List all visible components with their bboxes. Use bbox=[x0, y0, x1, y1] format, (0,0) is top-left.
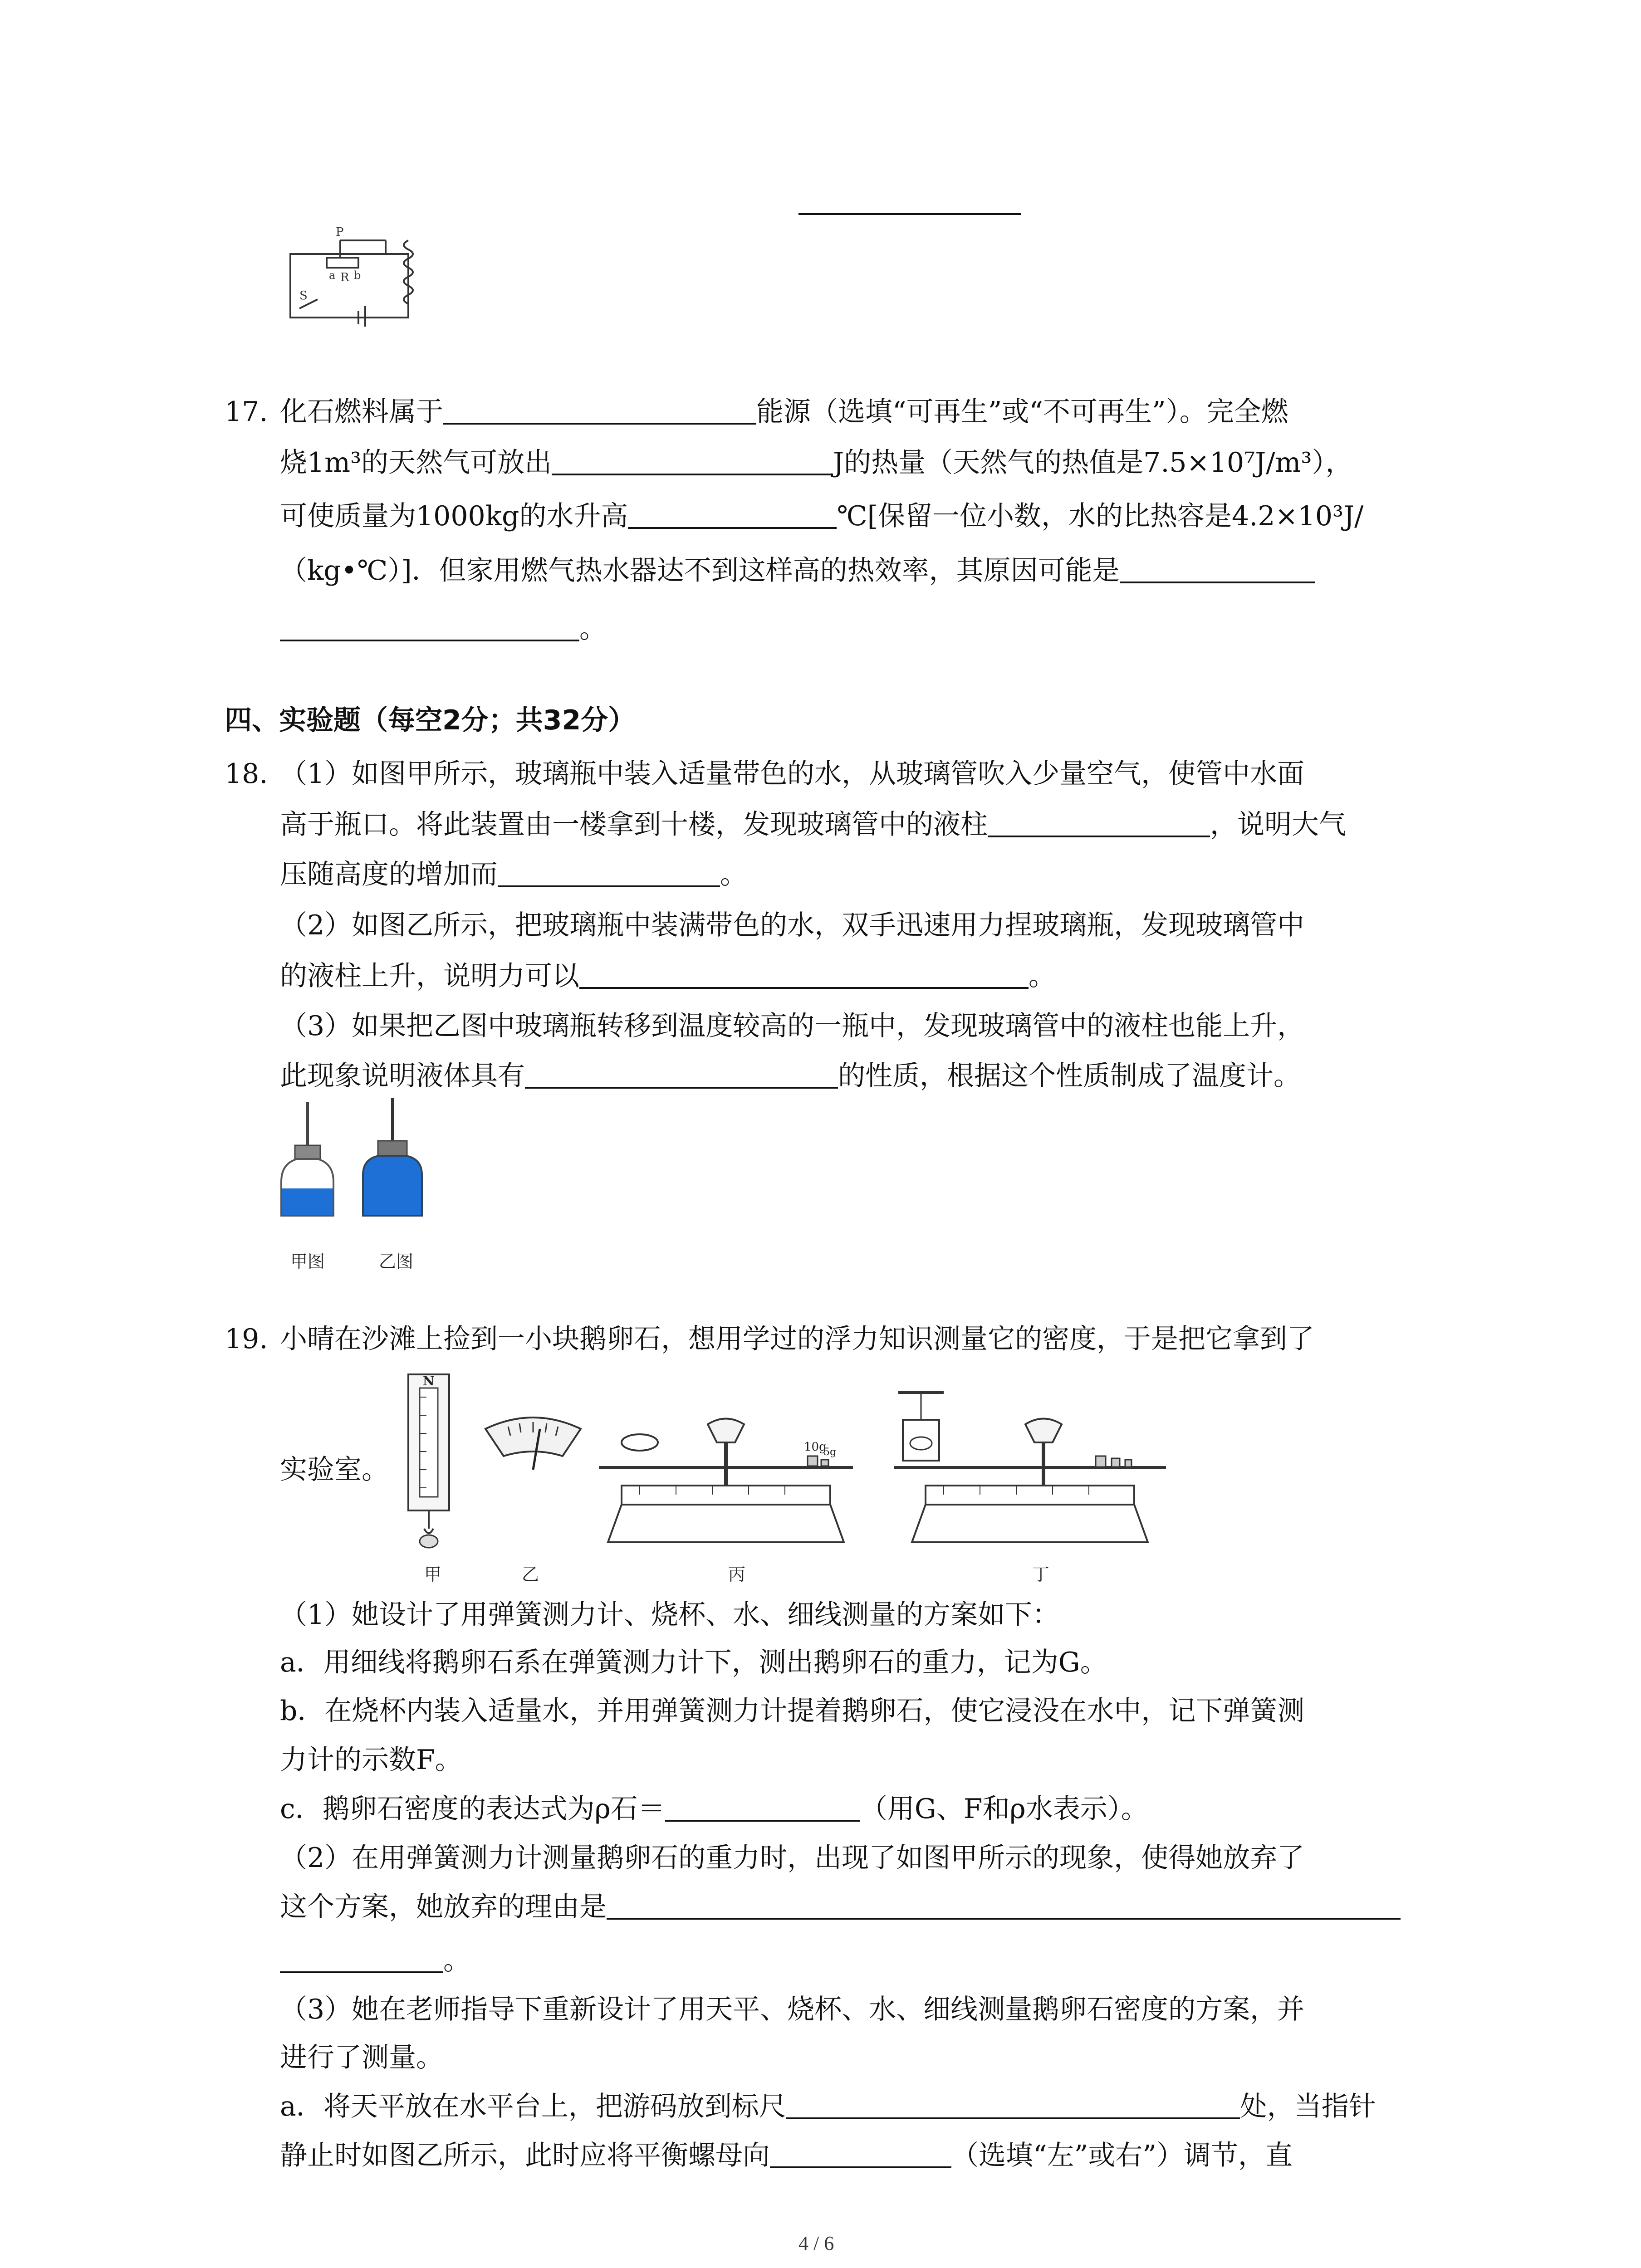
q19-line-1: 小晴在沙滩上捡到一小块鹅卵石，想用学过的浮力知识测量它的密度，于是把它拿到了 bbox=[280, 1323, 1314, 1355]
q19-line-6: 力计的示数F。 bbox=[280, 1744, 462, 1776]
q17-line-1 bbox=[280, 394, 1288, 430]
q19-line-12: 进行了测量。 bbox=[280, 2042, 443, 2073]
figcap-bing: 丙 bbox=[728, 1564, 746, 1584]
weight-5g: 5g bbox=[823, 1447, 837, 1458]
balance-pointer-figure bbox=[481, 1411, 585, 1474]
q19-blank-2b bbox=[280, 1944, 443, 1973]
q18-blank-1 bbox=[988, 808, 1210, 837]
answer-line-top bbox=[798, 213, 1021, 215]
q19-l13b: 处，当指针 bbox=[1239, 2091, 1376, 2122]
circuit-label-p: P bbox=[336, 225, 344, 239]
q18-line-2 bbox=[280, 807, 1346, 843]
q19-l7a: c．鹅卵石密度的表达式为ρ石＝ bbox=[280, 1793, 665, 1825]
spring-scale-figure bbox=[399, 1370, 458, 1551]
q17-line-2 bbox=[280, 445, 1353, 481]
q19-line-3: （1）她设计了用弹簧测力计、烧杯、水、细线测量的方案如下： bbox=[280, 1599, 1060, 1631]
q18-blank-3 bbox=[579, 960, 1029, 989]
circuit-diagram bbox=[272, 222, 436, 327]
q17-blank-2 bbox=[552, 446, 833, 475]
q17-line-3 bbox=[280, 498, 1363, 534]
q18-l7a: 此现象说明液体具有 bbox=[280, 1060, 525, 1092]
q19-l9a: 这个方案，她放弃的理由是 bbox=[280, 1891, 607, 1923]
q19-line-13 bbox=[280, 2088, 1376, 2125]
q18-blank-2 bbox=[498, 858, 720, 887]
q19-line-11: （3）她在老师指导下重新设计了用天平、烧杯、水、细线测量鹅卵石密度的方案，并 bbox=[280, 1994, 1305, 2025]
q18-line-5 bbox=[280, 958, 1056, 994]
circuit-label-r: R bbox=[340, 271, 349, 284]
q19-line-5: b．在烧杯内装入适量水，并用弹簧测力计提着鹅卵石，使它浸没在水中，记下弹簧测 bbox=[280, 1695, 1305, 1727]
q19-line-2: 实验室。 bbox=[280, 1454, 389, 1486]
page-number: 4 / 6 bbox=[798, 2232, 834, 2254]
balance-figure-ding bbox=[889, 1388, 1171, 1551]
q18-l3a: 压随高度的增加而 bbox=[280, 859, 498, 890]
q19-blank-3 bbox=[786, 2090, 1240, 2119]
weight-10g: 10g bbox=[804, 1440, 827, 1454]
circuit-label-a: a bbox=[329, 269, 336, 282]
q19-line-9 bbox=[280, 1889, 1401, 1925]
scale-label-n: N bbox=[423, 1374, 435, 1388]
q18-l7b: 的性质，根据这个性质制成了温度计。 bbox=[838, 1060, 1301, 1092]
bottle-yi bbox=[363, 1098, 422, 1216]
figcap-yi: 乙 bbox=[522, 1564, 539, 1584]
q17-l1a: 化石燃料属于 bbox=[280, 396, 443, 428]
figcap-jia: 甲 bbox=[424, 1564, 442, 1584]
q17-line-4 bbox=[280, 552, 1315, 589]
q19-l13a: a．将天平放在水平台上，把游码放到标尺 bbox=[280, 2091, 786, 2122]
q19-line-4: a．用细线将鹅卵石系在弹簧测力计下，测出鹅卵石的重力，记为G。 bbox=[280, 1647, 1107, 1678]
figcap-ding: 丁 bbox=[1032, 1564, 1050, 1584]
q18-line-1: （1）如图甲所示，玻璃瓶中装入适量带色的水，从玻璃管吹入少量空气，使管中水面 bbox=[280, 758, 1305, 790]
q19-number: 19. bbox=[225, 1323, 268, 1355]
q19-l7b: （用G、F和ρ水表示）。 bbox=[860, 1793, 1148, 1825]
q18-l2b: ，说明大气 bbox=[1210, 809, 1346, 841]
q18-line-7 bbox=[280, 1058, 1301, 1094]
caption-jia: 甲图 bbox=[290, 1251, 325, 1271]
q17-blank-4a bbox=[1120, 554, 1315, 583]
q19-line-10 bbox=[280, 1942, 470, 1979]
q18-l3b: 。 bbox=[720, 859, 747, 890]
q17-blank-4b bbox=[280, 612, 579, 641]
q17-l4a: （kg•℃）]．但家用燃气热水器达不到这样高的热效率，其原因可能是 bbox=[280, 555, 1120, 587]
q19-line-14 bbox=[280, 2137, 1293, 2174]
q17-l3b: ℃[保留一位小数，水的比热容是4.2×10³J/ bbox=[837, 500, 1364, 532]
q19-line-7 bbox=[280, 1791, 1148, 1827]
q19-l14b: （选填“左”或右”）调节，直 bbox=[951, 2140, 1293, 2171]
q18-line-4: （2）如图乙所示，把玻璃瓶中装满带色的水，双手迅速用力捏玻璃瓶，发现玻璃管中 bbox=[280, 909, 1305, 941]
q17-line-5 bbox=[280, 611, 607, 647]
q18-line-6: （3）如果把乙图中玻璃瓶转移到温度较高的一瓶中，发现玻璃管中的液柱也能上升， bbox=[280, 1010, 1305, 1042]
q18-blank-4 bbox=[525, 1060, 838, 1089]
q19-line-8: （2）在用弹簧测力计测量鹅卵石的重力时，出现了如图甲所示的现象，使得她放弃了 bbox=[280, 1842, 1305, 1874]
circuit-label-b: b bbox=[354, 269, 361, 282]
bottles-figure bbox=[272, 1098, 436, 1247]
q17-l2a: 烧1m³的天然气可放出 bbox=[280, 447, 552, 479]
q18-l5a: 的液柱上升，说明力可以 bbox=[280, 960, 579, 992]
q17-l5b: 。 bbox=[579, 613, 607, 645]
q19-l14a: 静止时如图乙所示，此时应将平衡螺母向 bbox=[280, 2140, 770, 2171]
bottle-jia bbox=[281, 1102, 333, 1216]
q18-l5b: 。 bbox=[1029, 960, 1056, 992]
q19-blank-2 bbox=[607, 1891, 1401, 1920]
q17-l3a: 可使质量为1000kg的水升高 bbox=[280, 500, 628, 532]
q19-l10b: 。 bbox=[443, 1945, 470, 1976]
circuit-label-s: S bbox=[299, 289, 308, 303]
q18-l2a: 高于瓶口。将此装置由一楼拿到十楼，发现玻璃管中的液柱 bbox=[280, 809, 988, 841]
q17-l2b: J的热量（天然气的热值是7.5×10⁷J/m³）， bbox=[833, 447, 1353, 479]
q17-l1b: 能源（选填“可再生”或“不可再生”）。完全燃 bbox=[756, 396, 1288, 428]
q19-blank-4 bbox=[770, 2139, 951, 2168]
q17-number: 17. bbox=[225, 396, 268, 428]
section-title: 四、实验题（每空2分；共32分） bbox=[225, 704, 636, 736]
caption-yi: 乙图 bbox=[379, 1251, 414, 1271]
q18-number: 18. bbox=[225, 758, 268, 790]
balance-figure-bing bbox=[594, 1397, 857, 1551]
q18-line-3 bbox=[280, 856, 747, 893]
q17-blank-3 bbox=[628, 500, 837, 529]
q17-blank-1 bbox=[443, 396, 756, 425]
q19-blank-1 bbox=[665, 1793, 860, 1822]
